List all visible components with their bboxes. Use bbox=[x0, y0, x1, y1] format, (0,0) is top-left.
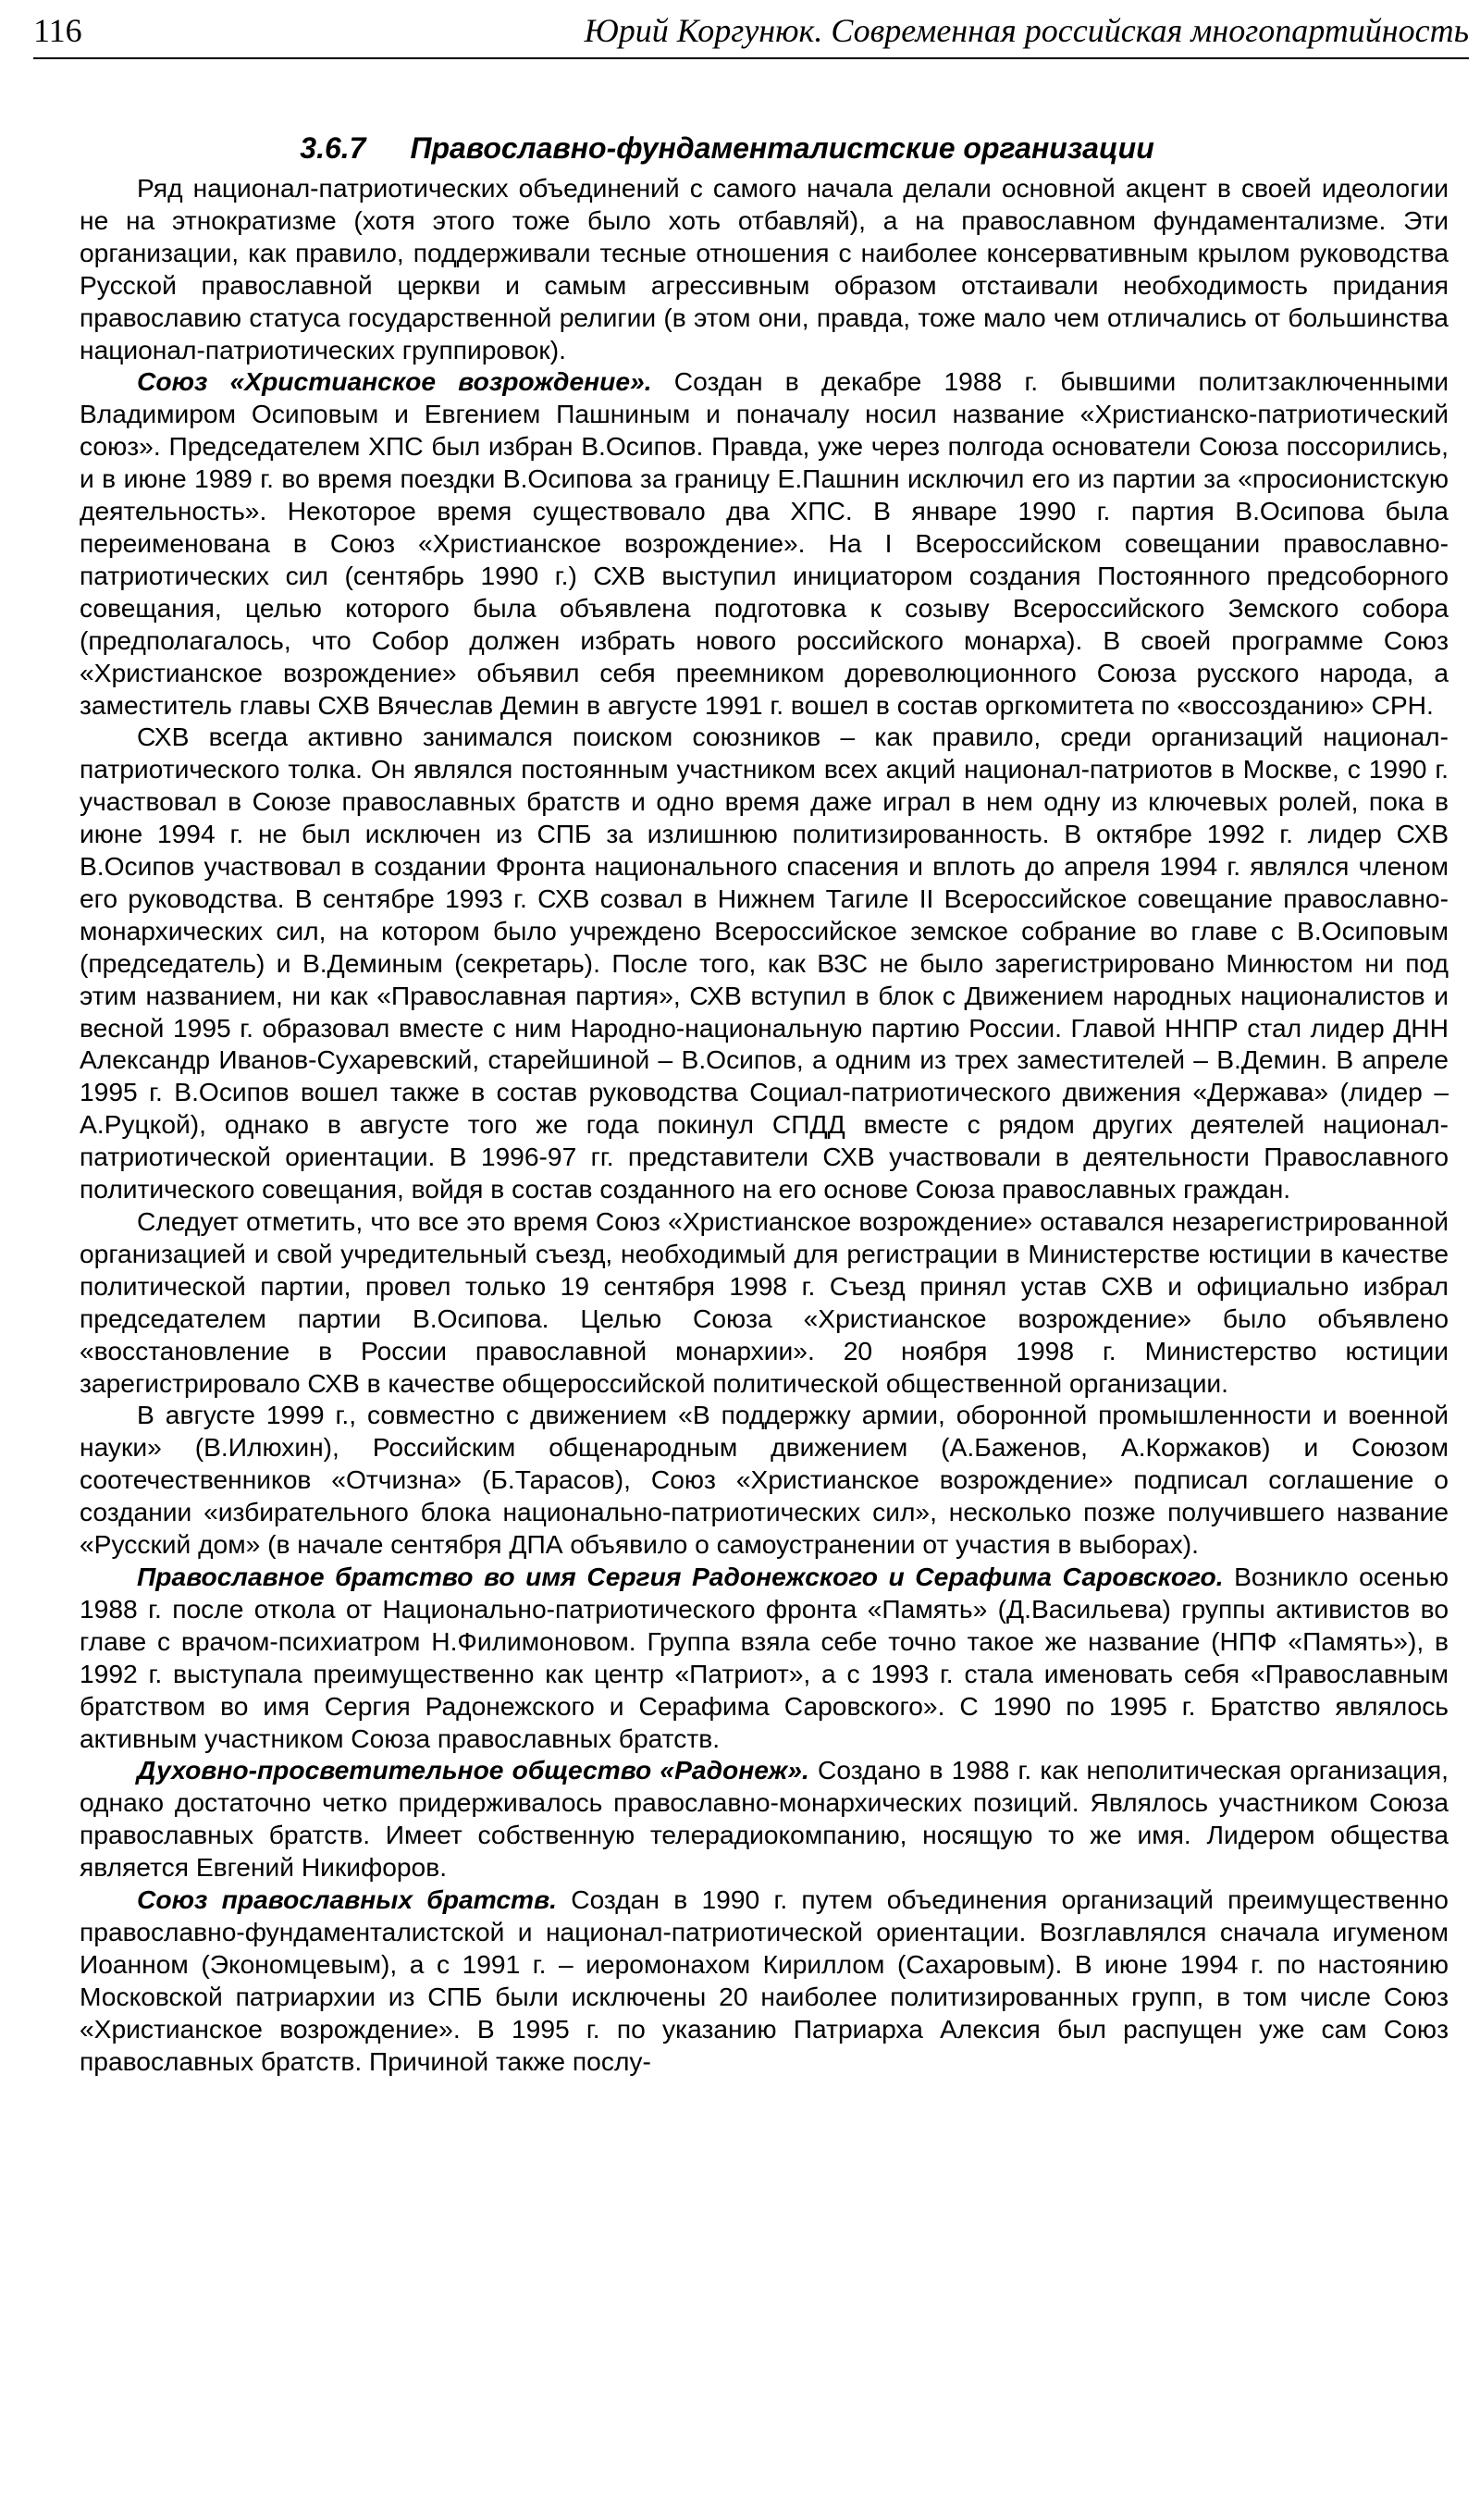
body-paragraph bbox=[80, 1561, 1449, 1754]
body-paragraph bbox=[80, 1754, 1449, 1884]
paragraph-text: СХВ всегда активно занимался поиском союзников – как правило, среди организаций национал-патриотического толка. Он являлся постоянным участником всех акций национал-патриотов в Москве, с 1990 г. участвовал в Союзе православных братств и одно время даже играл в нем одну из ключевых ролей, пока в июне 1994 г. не был исключен из СПБ за излишнюю политизированность. В октябре 1992 г. лидер СХВ В.Осипов участвовал в создании Фронта национального спасения и вплоть до апреля 1994 г. являлся членом его руководства. В сентябре 1993 г. СХВ созвал в Нижнем Тагиле II Всероссийское совещание православно-монархических сил, на котором было учреждено Всероссийское земское собрание во главе с В.Осиповым (председатель) и В.Деминым (секретарь). После того, как ВЗС не было зарегистрировано Минюстом ни под этим названием, ни как «Православная партия», СХВ вступил в блок с Движением народных националистов и весной 1995 г. образовал вместе с ним Народно-национальную партию России. Главой ННПР стал лидер ДНН Александр Иванов-Сухаревский, старейшиной – В.Осипов, а одним из трех заместителей – В.Демин. В апреле 1995 г. В.Осипов вошел также в состав руководства Социал-патриотического движения «Держава» (лидер – А.Руцкой), однако в августе того же года покинул СПДД вместе с рядом других деятелей национал-патриотической ориентации. В 1996-97 гг. представители СХВ участвовали в деятельности Православного политического совещания, войдя в состав созданного на его основе Союза православных граждан. bbox=[80, 722, 1449, 1204]
paragraph-text: В августе 1999 г., совместно с движением «В поддержку армии, оборонной промышленности и военной науки» (В.Илюхин), Российским общенародным движением (А.Баженов, А.Коржаков) и Союзом соотечественников «Отчизна» (Б.Тарасов), Союз «Христианское возрождение» подписал соглашение о создании «избирательного блока национально-патриотических сил», несколько позже получившего название «Русский дом» (в начале сентября ДПА объявило о самоустранении от участия в выборах). bbox=[80, 1400, 1449, 1560]
paragraph-text: Возникло осенью 1988 г. после откола от Национально-патриотического фронта «Память» (Д.Васильева) группы активистов во главе с врачом-психиатром Н.Филимоновом. Группа взяла себе точно такое же название (НПФ «Память»), в 1992 г. выступала преимущественно как центр «Патриот», а с 1993 г. стала именовать себя «Православным братством во имя Сергия Радонежского и Серафима Саровского». С 1990 по 1995 г. Братство являлось активным участником Союза православных братств. bbox=[80, 1561, 1449, 1753]
page-number: 116 bbox=[33, 12, 82, 49]
section-heading bbox=[80, 130, 1449, 167]
paragraph-lead-heading: Православное братство во имя Сергия Радонежского и Серафима Саровского. bbox=[137, 1561, 1224, 1591]
running-title: Юрий Коргунюк. Современная российская многопартийность bbox=[584, 12, 1469, 49]
body-paragraph bbox=[80, 172, 1449, 365]
paragraph-text: Создан в 1990 г. путем объединения организаций преимущественно православно-фундаменталистской и национал-патриотической ориентации. Возглавлялся сначала игуменом Иоанном (Экономцевым), а с 1991 г. – иеромонахом Кириллом (Сахаровым). В июне 1994 г. по настоянию Московской патриархии из СПБ были исключены 20 наиболее политизированных групп, в том числе Союз «Христианское возрождение». В 1995 г. по указанию Патриарха Алексия был распущен уже сам Союз православных братств. Причиной также послу- bbox=[80, 1884, 1449, 2076]
paragraph-lead-heading: Союз православных братств. bbox=[137, 1884, 557, 1915]
body-paragraph bbox=[80, 721, 1449, 1205]
body-paragraph bbox=[80, 1399, 1449, 1561]
paragraph-lead-heading: Союз «Христианское возрождение». bbox=[137, 366, 652, 397]
page-body bbox=[80, 130, 1449, 2077]
paragraph-lead-heading: Духовно-просветительное общество «Радонеж». bbox=[137, 1755, 809, 1785]
body-paragraph bbox=[80, 1884, 1449, 2077]
page-header bbox=[33, 9, 1469, 59]
paragraph-text: Создан в декабре 1988 г. бывшими политзаключенными Владимиром Осиповым и Евгением Пашниным и поначалу носил название «Христианско-патриотический союз». Председателем ХПС был избран В.Осипов. Правда, уже через полгода основатели Союза поссорились, и в июне 1989 г. во время поездки В.Осипова за границу Е.Пашнин исключил его из партии за «просионистскую деятельность». Некоторое время существовало два ХПС. В январе 1990 г. партия В.Осипова была переименована в Союз «Христианское возрождение». На I Всероссийском совещании православно-патриотических сил (сентябрь 1990 г.) СХВ выступил инициатором создания Постоянного предсоборного совещания, целью которого была объявлена подготовка к созыву Всероссийского Земского собора (предполагалось, что Собор должен избрать нового российского монарха). В своей программе Союз «Христианское возрождение» объявил себя преемником дореволюционного Союза русского народа, а заместитель главы СХВ Вячеслав Демин в августе 1991 г. вошел в состав оргкомитета по «воссозданию» СРН. bbox=[80, 366, 1449, 720]
body-paragraph bbox=[80, 365, 1449, 721]
section-number: 3.6.7 bbox=[300, 131, 366, 165]
paragraph-text: Следует отметить, что все это время Союз «Христианское возрождение» оставался незарегистрированной организацией и свой учредительный съезд, необходимый для регистрации в Министерстве юстиции в качестве политической партии, провел только 19 сентября 1998 г. Съезд принял устав СХВ и официально избрал председателем партии В.Осипова. Целью Союза «Христианское возрождение» было объявлено «восстановление в России православной монархии». 20 ноября 1998 г. Министерство юстиции зарегистрировало СХВ в качестве общероссийской политической общественной организации. bbox=[80, 1206, 1449, 1398]
paragraph-text: Ряд национал-патриотических объединений с самого начала делали основной акцент в своей идеологии не на этнократизме (хотя этого тоже было хоть отбавляй), а на православном фундаментализме. Эти организации, как правило, поддерживали тесные отношения с наиболее консервативным крылом руководства Русской православной церкви и самым агрессивным образом отстаивали необходимость придания православию статуса государственной религии (в этом они, правда, тоже мало чем отличались от большинства национал-патриотических группировок). bbox=[80, 173, 1449, 364]
paragraph-list bbox=[80, 172, 1449, 2077]
body-paragraph bbox=[80, 1205, 1449, 1399]
paragraph-text: Создано в 1988 г. как неполитическая организация, однако достаточно четко придерживалось православно-монархических позиций. Являлось участником Союза православных братств. Имеет собственную телерадиокомпанию, носящую то же имя. Лидером общества является Евгений Никифоров. bbox=[80, 1755, 1449, 1883]
section-title: Православно-фундаменталистские организации bbox=[410, 131, 1154, 165]
